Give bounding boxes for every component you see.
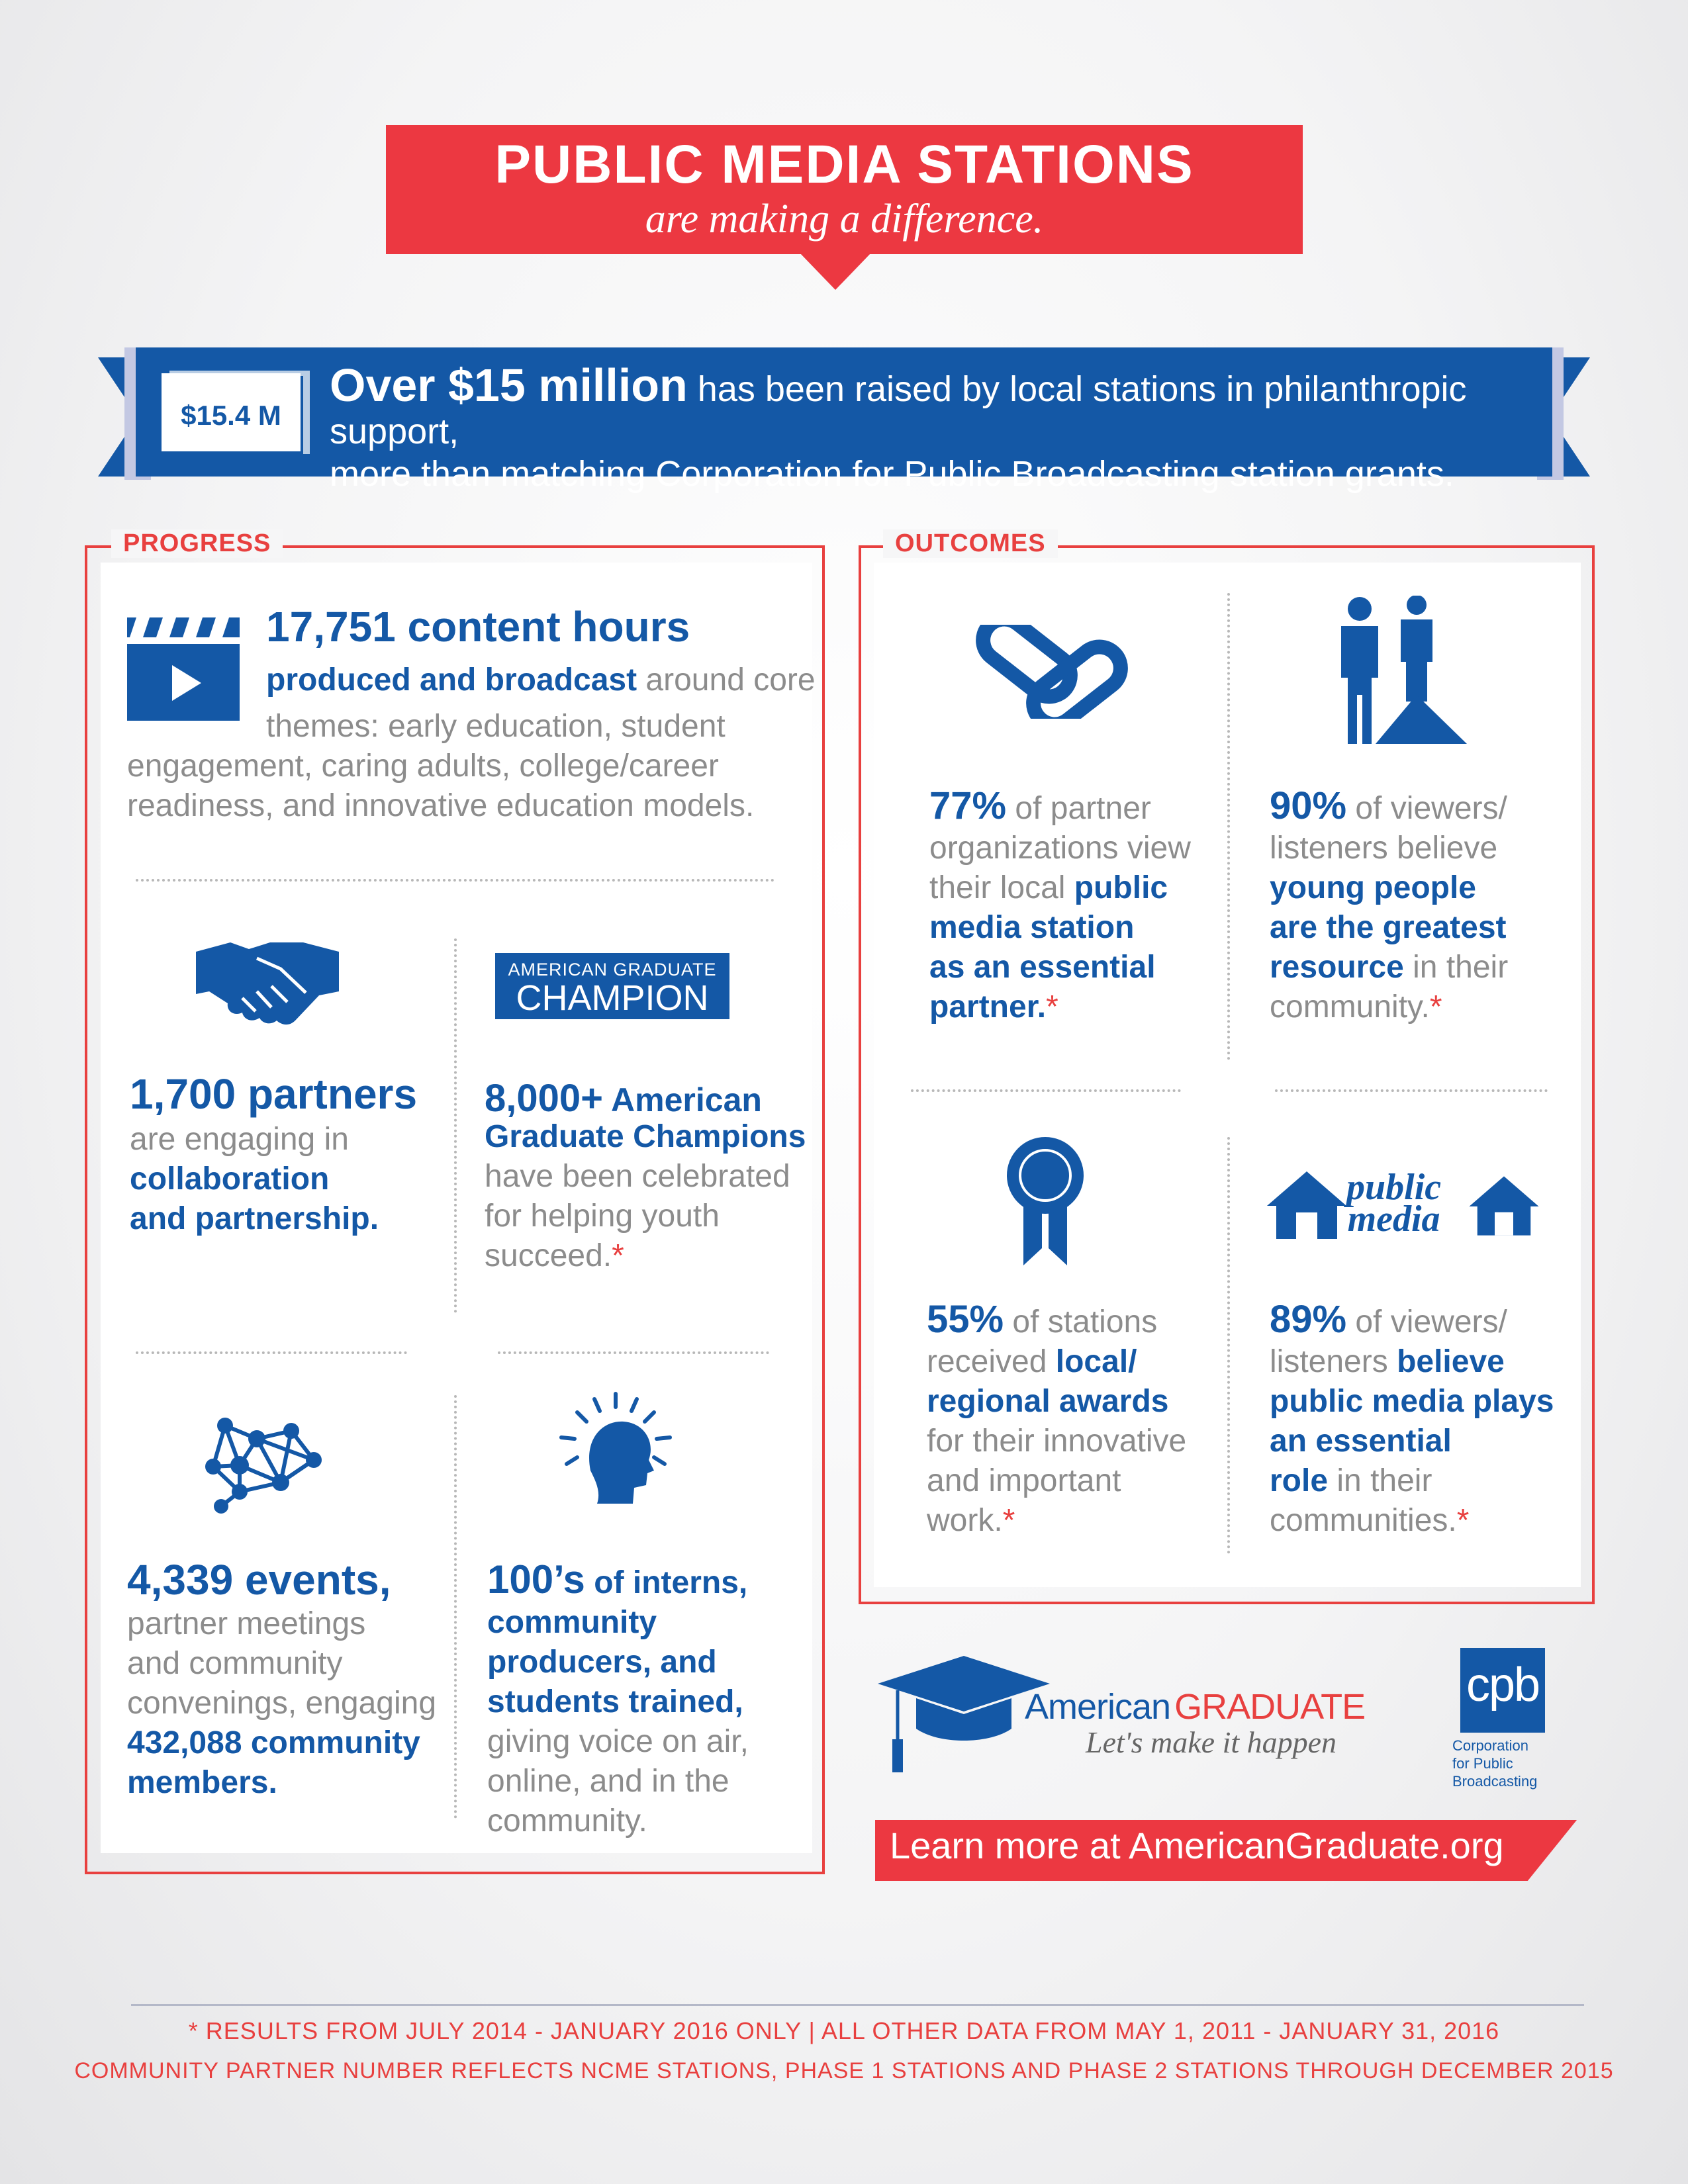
learn-more-link[interactable]: Learn more at AmericanGraduate.org <box>890 1825 1504 1866</box>
interns-line2: online, and in the <box>487 1764 729 1799</box>
cpb-name: Corporation for Public Broadcasting <box>1452 1737 1538 1790</box>
interns-line3: community. <box>487 1803 647 1839</box>
divider <box>454 1395 457 1819</box>
interns-bold1: community <box>487 1605 657 1640</box>
interns-bold2: producers, and <box>487 1645 717 1680</box>
public-media-line5: role in their <box>1270 1463 1432 1498</box>
divider <box>498 1351 769 1354</box>
partner-orgs-bold5: as an essential <box>929 950 1156 985</box>
partners-line1: are engaging in <box>130 1122 349 1157</box>
awards-line2: received local/ <box>927 1344 1137 1379</box>
cpb-logo: cpb <box>1460 1648 1545 1733</box>
divider <box>1227 593 1230 1060</box>
partners-bold2: and partnership. <box>130 1201 379 1236</box>
outcomes-label: OUTCOMES <box>883 529 1058 558</box>
interns-bold3: students trained, <box>487 1684 743 1719</box>
awards-bold3: regional awards <box>927 1384 1169 1419</box>
champion-badge <box>495 953 729 1019</box>
footer-note-1: * RESULTS FROM JULY 2014 - JANUARY 2016 ONLY | ALL OTHER DATA FROM MAY 1, 2011 - JANUARY 31, 2016 <box>188 2017 1500 2044</box>
interns-headline: 100’s of interns, <box>487 1557 748 1602</box>
partners-headline: 1,700 partners <box>130 1070 418 1118</box>
champion-badge-small: AMERICAN GRADUATE <box>508 960 717 979</box>
american-graduate-tagline: Let's make it happen <box>1086 1725 1337 1759</box>
divider <box>1227 1137 1230 1554</box>
divider <box>136 1351 407 1354</box>
content-hours-line1: produced and broadcast around core <box>266 662 816 698</box>
head-idea-icon <box>557 1391 675 1505</box>
content-hours-line3: engagement, caring adults, college/career <box>127 749 719 784</box>
awards-line4: for their innovative <box>927 1424 1187 1459</box>
young-people-line1: 90% of viewers/ <box>1270 784 1507 827</box>
content-hours-headline: 17,751 content hours <box>266 603 690 651</box>
champions-line3: succeed.* <box>485 1238 624 1273</box>
money-bill-icon <box>159 371 310 457</box>
american-graduate-logo: American GRADUATE <box>1025 1687 1366 1727</box>
network-icon <box>199 1416 331 1516</box>
funding-highlight: Over $15 million <box>330 359 688 411</box>
public-media-bold4: an essential <box>1270 1424 1452 1459</box>
award-ribbon-icon <box>1004 1136 1087 1268</box>
champion-badge-big: CHAMPION <box>516 978 709 1018</box>
awards-line1: 55% of stations <box>927 1298 1158 1341</box>
public-media-line2: listeners believe <box>1270 1344 1505 1379</box>
partner-orgs-bold4: media station <box>929 910 1135 945</box>
champions-headline: 8,000+ American <box>485 1077 762 1120</box>
events-bold2: members. <box>127 1765 277 1800</box>
divider <box>454 938 457 1313</box>
footer-divider <box>131 2004 1584 2006</box>
public-media-line6: communities.* <box>1270 1503 1470 1538</box>
divider <box>911 1089 1181 1092</box>
divider <box>1275 1089 1548 1092</box>
young-people-bold4: are the greatest <box>1270 910 1507 945</box>
awards-line5: and important <box>927 1463 1121 1498</box>
funding-line2: more than matching Corporation for Public Broadcasting station grants. <box>330 454 1454 494</box>
partner-orgs-line3: their local public <box>929 870 1168 905</box>
partner-orgs-bold6: partner.* <box>929 989 1058 1024</box>
footer-note-2: COMMUNITY PARTNER NUMBER REFLECTS NCME STATIONS, PHASE 1 STATIONS AND PHASE 2 STATIONS THROUGH DECEMBER 2015 <box>74 2058 1614 2083</box>
public-media-bold3: public media plays <box>1270 1384 1554 1419</box>
events-line1: partner meetings <box>127 1606 366 1641</box>
young-people-line6: community.* <box>1270 989 1442 1024</box>
content-hours-line4: readiness, and innovative education models. <box>127 788 755 823</box>
awards-line6: work.* <box>927 1503 1015 1538</box>
house-icon <box>1467 1171 1541 1240</box>
people-mountain-icon <box>1335 596 1476 748</box>
handshake-icon <box>196 942 339 1026</box>
partner-orgs-line2: organizations view <box>929 831 1191 866</box>
public-media-logo: public media <box>1346 1167 1442 1240</box>
header-pointer <box>800 253 871 290</box>
champions-bold2: Graduate Champions <box>485 1119 806 1154</box>
content-hours-line2: themes: early education, student <box>266 709 726 744</box>
events-bold1: 432,088 community <box>127 1725 420 1760</box>
house-icon <box>1264 1169 1349 1242</box>
young-people-line5: resource in their <box>1270 950 1509 985</box>
champions-line1: have been celebrated <box>485 1159 790 1194</box>
partner-orgs-line1: 77% of partner <box>929 784 1151 827</box>
chain-links-icon <box>964 625 1140 719</box>
young-people-bold3: young people <box>1270 870 1476 905</box>
page-subtitle: are making a difference. <box>645 197 1044 242</box>
page-title: PUBLIC MEDIA STATIONS <box>494 134 1194 195</box>
clapperboard-icon <box>127 612 246 722</box>
money-badge-text: $15.4 M <box>181 400 281 431</box>
public-media-line1: 89% of viewers/ <box>1270 1298 1507 1341</box>
events-line3: convenings, engaging <box>127 1686 437 1721</box>
divider <box>136 879 774 882</box>
partners-bold1: collaboration <box>130 1161 330 1197</box>
champions-line2: for helping youth <box>485 1199 720 1234</box>
funding-text <box>330 359 1541 495</box>
events-line2: and community <box>127 1646 343 1681</box>
events-headline: 4,339 events, <box>127 1556 391 1604</box>
funding-line1: has been raised by local stations in philanthropic support, <box>330 369 1467 451</box>
progress-label: PROGRESS <box>111 529 283 558</box>
interns-line1: giving voice on air, <box>487 1724 749 1759</box>
young-people-line2: listeners believe <box>1270 831 1498 866</box>
